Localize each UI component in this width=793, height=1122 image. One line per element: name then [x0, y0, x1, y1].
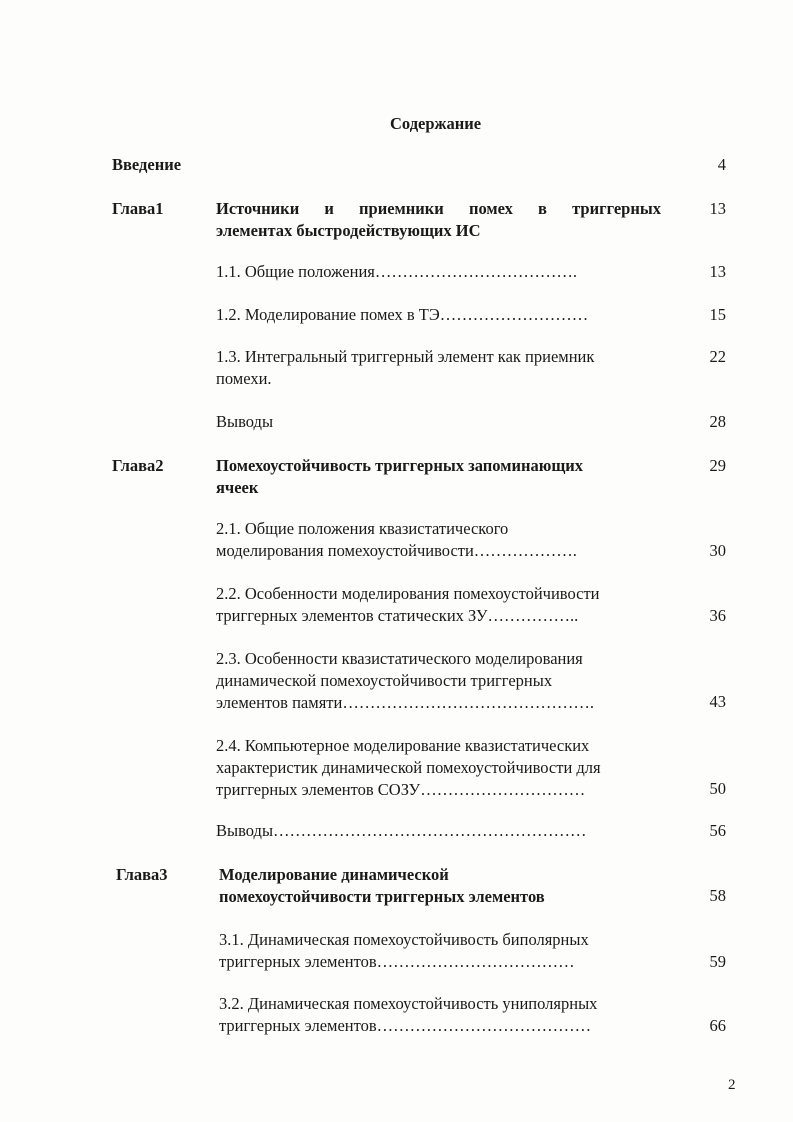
- toc-1-1-page: 13: [709, 262, 726, 281]
- toc-1-3-line1: 1.3. Интегральный триггерный элемент как приемник: [216, 347, 595, 366]
- toc-2-4-text: [216, 735, 661, 801]
- toc-intro-label: Введение: [112, 155, 182, 174]
- toc-ch1-conclusions-page: 28: [709, 412, 726, 431]
- toc-ch2-title: [216, 455, 661, 499]
- toc-ch2-conclusions-page: 56: [709, 821, 726, 840]
- toc-2-4-line2: характеристик динамической помехоустойчивости для: [216, 758, 601, 777]
- toc-1-2-text: 1.2. Моделирование помех в ТЭ………………………: [216, 305, 589, 324]
- page-number: 2: [728, 1077, 736, 1093]
- toc-1-3-text: [216, 346, 661, 390]
- toc-ch3-page: 58: [709, 886, 726, 905]
- toc-2-2-page: 36: [709, 606, 726, 625]
- toc-2-2-line1: 2.2. Особенности моделирования помехоустойчивости: [216, 584, 600, 603]
- toc-ch1-title-line1: Источники и приемники помех в триггерных: [216, 199, 661, 218]
- toc-ch1-title-line2: элементах быстродействующих ИС: [216, 221, 481, 240]
- toc-2-1-line1: 2.1. Общие положения квазистатического: [216, 519, 509, 538]
- toc-ch1-page: 13: [709, 199, 726, 218]
- toc-ch3-title-line1: Моделирование динамической: [219, 865, 449, 884]
- toc-3-1-line2: триггерных элементов………………………………: [219, 952, 575, 971]
- toc-intro-page: 4: [717, 155, 726, 174]
- toc-3-1-line1: 3.1. Динамическая помехоустойчивость биполярных: [219, 930, 589, 949]
- toc-2-4-line1: 2.4. Компьютерное моделирование квазистатических: [216, 736, 590, 755]
- toc-ch3-title-line2: помехоустойчивости триггерных элементов: [219, 887, 545, 906]
- toc-1-1-text: 1.1. Общие положения……………………………….: [216, 262, 577, 281]
- toc-3-2-page: 66: [709, 1016, 726, 1035]
- toc-2-2-text: [216, 583, 661, 627]
- toc-ch2-label: Глава2: [112, 456, 164, 475]
- toc-ch1-conclusions-text: Выводы: [216, 412, 274, 431]
- toc-2-1-line2: моделирования помехоустойчивости……………….: [216, 541, 577, 560]
- toc-ch3-label: Глава3: [116, 865, 168, 884]
- toc-ch2-conclusions-text: Выводы…………………………………………………: [216, 821, 587, 840]
- toc-ch2-title-line2: ячеек: [216, 478, 259, 497]
- toc-1-3-page: 22: [709, 347, 726, 366]
- toc-3-1-text: [219, 929, 664, 973]
- toc-1-3-line2: помехи.: [216, 369, 272, 388]
- toc-3-2-text: [219, 993, 664, 1037]
- toc-3-2-line1: 3.2. Динамическая помехоустойчивость униполярных: [219, 994, 598, 1013]
- toc-2-3-page: 43: [709, 692, 726, 711]
- toc-3-2-line2: триггерных элементов…………………………………: [219, 1016, 592, 1035]
- toc-2-4-page: 50: [709, 779, 726, 798]
- toc-ch1-label: Глава1: [112, 199, 164, 218]
- toc-2-4-line3: триггерных элементов СОЗУ…………………………: [216, 780, 586, 799]
- toc-2-1-text: [216, 518, 661, 562]
- toc-2-3-line1: 2.3. Особенности квазистатического моделирования: [216, 649, 583, 668]
- toc-ch2-page: 29: [709, 456, 726, 475]
- toc-1-2-page: 15: [709, 305, 726, 324]
- toc-ch1-title: [216, 198, 661, 242]
- toc-2-3-line3: элементов памяти……………………………………….: [216, 693, 594, 712]
- toc-2-3-text: [216, 648, 661, 714]
- toc-2-2-line2: триггерных элементов статических ЗУ……………..: [216, 606, 579, 625]
- toc-2-3-line2: динамической помехоустойчивости триггерных: [216, 671, 553, 690]
- toc-3-1-page: 59: [709, 952, 726, 971]
- toc-ch3-title: [219, 864, 664, 908]
- toc-title: Содержание: [390, 114, 482, 133]
- toc-2-1-page: 30: [709, 541, 726, 560]
- toc-ch2-title-line1: Помехоустойчивость триггерных запоминающих: [216, 456, 584, 475]
